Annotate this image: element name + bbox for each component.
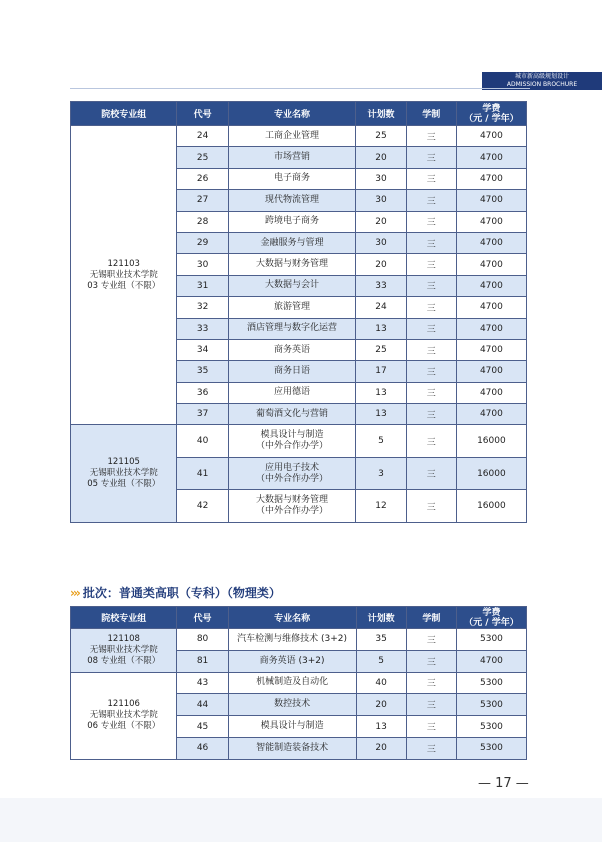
major-name	[228, 382, 356, 403]
column-header-unit: （元 / 学年）	[464, 617, 519, 628]
major-name	[228, 297, 356, 318]
column-header: 计划数	[356, 607, 406, 629]
major-name	[228, 404, 356, 425]
major-name	[228, 425, 356, 458]
major-code: 44	[177, 694, 228, 716]
major-name-text: 模具设计与制造	[260, 721, 324, 732]
plan-count: 13	[356, 318, 406, 339]
major-name	[228, 254, 356, 275]
header-row	[71, 607, 527, 629]
plan-count: 25	[356, 339, 406, 360]
major-name	[228, 629, 356, 651]
major-code: 36	[177, 382, 228, 403]
plan-count: 5	[356, 650, 406, 672]
major-name	[228, 232, 356, 253]
major-name-text: 电子商务	[274, 173, 311, 184]
study-years: 三	[406, 297, 456, 318]
study-years: 三	[406, 490, 456, 523]
major-code: 28	[177, 211, 228, 232]
major-name-text: 酒店管理与数字化运营	[247, 323, 338, 334]
group-label: 05 专业组（不限）	[87, 479, 161, 490]
major-name	[228, 457, 356, 490]
major-name-text: 葡萄酒文化与营销	[256, 408, 329, 419]
tuition-fee: 5300	[456, 716, 526, 738]
major-name-text: 数控技术	[274, 699, 311, 710]
study-years: 三	[406, 716, 456, 738]
major-code: 24	[177, 126, 228, 147]
major-name	[228, 275, 356, 296]
column-header: 代号	[177, 607, 228, 629]
major-code: 40	[177, 425, 228, 458]
major-code: 42	[177, 490, 228, 523]
group-code: 121106	[107, 699, 140, 710]
plan-count: 17	[356, 361, 406, 382]
column-header: 代号	[177, 102, 228, 126]
major-code: 80	[177, 629, 228, 651]
study-years: 三	[406, 425, 456, 458]
table-row	[71, 672, 527, 694]
major-name-text: 智能制造装备技术	[256, 742, 329, 753]
plan-count: 20	[356, 737, 406, 759]
major-name	[228, 361, 356, 382]
plan-count: 20	[356, 147, 406, 168]
group-label: 08 专业组（不限）	[87, 655, 161, 666]
school-name: 无锡职业技术学院	[89, 710, 158, 721]
study-years: 三	[406, 404, 456, 425]
column-header: 学费	[482, 607, 501, 618]
group-cell	[71, 672, 177, 759]
plan-count: 20	[356, 211, 406, 232]
plan-count: 12	[356, 490, 406, 523]
major-code: 33	[177, 318, 228, 339]
major-code: 25	[177, 147, 228, 168]
major-name-text: 商务英语	[274, 344, 311, 355]
major-name	[228, 490, 356, 523]
major-code: 34	[177, 339, 228, 360]
plan-count: 33	[356, 275, 406, 296]
major-note: （中外合作办学）	[256, 473, 329, 484]
plan-count: 24	[356, 297, 406, 318]
section-title: ››› 批次：普通类高职（专科）（物理类）	[70, 586, 281, 600]
tuition-fee: 5300	[456, 672, 526, 694]
header-rule	[70, 88, 530, 89]
study-years: 三	[406, 694, 456, 716]
column-header: 专业名称	[228, 102, 356, 126]
major-name	[228, 339, 356, 360]
major-name	[228, 716, 356, 738]
plan-count: 13	[356, 382, 406, 403]
enrollment-table-2	[70, 606, 527, 760]
plan-count: 40	[356, 672, 406, 694]
group-cell	[71, 629, 177, 673]
major-name-text: 汽车检测与维修技术 (3+2)	[237, 633, 348, 644]
tuition-fee: 4700	[456, 297, 526, 318]
page-number: — 17 —	[478, 776, 529, 791]
major-name-text: 模具设计与制造	[260, 430, 324, 441]
major-code: 30	[177, 254, 228, 275]
tuition-fee: 4700	[456, 650, 526, 672]
study-years: 三	[406, 318, 456, 339]
column-header: 院校专业组	[71, 607, 177, 629]
group-label: 03 专业组（不限）	[87, 280, 161, 291]
tuition-fee: 4700	[456, 190, 526, 211]
group-code: 121108	[107, 633, 140, 644]
school-name: 无锡职业技术学院	[89, 269, 158, 280]
study-years: 三	[406, 339, 456, 360]
plan-count: 30	[356, 168, 406, 189]
tuition-fee: 4700	[456, 232, 526, 253]
study-years: 三	[406, 737, 456, 759]
major-code: 27	[177, 190, 228, 211]
school-name: 无锡职业技术学院	[89, 644, 158, 655]
major-code: 37	[177, 404, 228, 425]
study-years: 三	[406, 650, 456, 672]
major-name	[228, 190, 356, 211]
table-row	[71, 126, 527, 147]
tuition-fee: 16000	[456, 490, 526, 523]
major-name	[228, 147, 356, 168]
major-name	[228, 126, 356, 147]
group-code: 121105	[107, 457, 140, 468]
major-name-text: 市场营销	[274, 152, 311, 163]
major-name	[228, 318, 356, 339]
study-years: 三	[406, 672, 456, 694]
plan-count: 13	[356, 404, 406, 425]
major-name-text: 大数据与财务管理	[256, 495, 329, 506]
study-years: 三	[406, 232, 456, 253]
column-header-unit: （元 / 学年）	[464, 113, 519, 124]
tuition-fee: 4700	[456, 361, 526, 382]
column-header: 专业名称	[228, 607, 356, 629]
major-code: 45	[177, 716, 228, 738]
major-name-text: 应用德语	[274, 387, 311, 398]
tuition-fee: 4700	[456, 318, 526, 339]
major-code: 81	[177, 650, 228, 672]
major-note: （中外合作办学）	[256, 506, 329, 517]
group-code: 121103	[107, 258, 140, 269]
header-row	[71, 102, 527, 126]
tuition-fee: 4700	[456, 275, 526, 296]
study-years: 三	[406, 275, 456, 296]
major-code: 31	[177, 275, 228, 296]
group-cell	[71, 425, 177, 523]
tuition-fee: 16000	[456, 457, 526, 490]
tuition-fee: 4700	[456, 339, 526, 360]
major-name-text: 旅游管理	[274, 301, 311, 312]
study-years: 三	[406, 211, 456, 232]
major-name-text: 商务英语 (3+2)	[259, 655, 325, 666]
column-header-fee	[456, 607, 526, 629]
tuition-fee: 4700	[456, 147, 526, 168]
plan-count: 30	[356, 190, 406, 211]
plan-count: 5	[356, 425, 406, 458]
school-name: 无锡职业技术学院	[89, 468, 158, 479]
major-name-text: 工商企业管理	[265, 130, 320, 141]
tuition-fee: 4700	[456, 211, 526, 232]
tuition-fee: 4700	[456, 404, 526, 425]
plan-count: 13	[356, 716, 406, 738]
plan-count: 20	[356, 694, 406, 716]
column-header: 学制	[406, 102, 456, 126]
major-name	[228, 737, 356, 759]
major-code: 35	[177, 361, 228, 382]
column-header: 学费	[482, 103, 501, 114]
study-years: 三	[406, 190, 456, 211]
study-years: 三	[406, 457, 456, 490]
major-code: 32	[177, 297, 228, 318]
column-header: 学制	[406, 607, 456, 629]
column-header: 计划数	[356, 102, 406, 126]
plan-count: 3	[356, 457, 406, 490]
major-code: 43	[177, 672, 228, 694]
column-header: 院校专业组	[71, 102, 177, 126]
tuition-fee: 5300	[456, 694, 526, 716]
major-name-text: 金融服务与管理	[260, 237, 324, 248]
group-label: 06 专业组（不限）	[87, 721, 161, 732]
plan-count: 25	[356, 126, 406, 147]
table-row	[71, 425, 527, 458]
plan-count: 30	[356, 232, 406, 253]
tuition-fee: 4700	[456, 168, 526, 189]
group-cell	[71, 126, 177, 425]
header-line1: 城市新高级规划设计	[514, 73, 569, 80]
major-name-text: 大数据与会计	[265, 280, 320, 291]
major-note: （中外合作办学）	[256, 441, 329, 452]
header-line2: ADMISSION BROCHURE	[506, 80, 578, 88]
major-name-text: 大数据与财务管理	[256, 259, 329, 270]
tuition-fee: 5300	[456, 737, 526, 759]
chevrons-icon: ›››	[70, 586, 79, 600]
plan-count: 20	[356, 254, 406, 275]
major-code: 41	[177, 457, 228, 490]
major-name	[228, 672, 356, 694]
plan-count: 35	[356, 629, 406, 651]
study-years: 三	[406, 361, 456, 382]
tuition-fee: 16000	[456, 425, 526, 458]
tuition-fee: 5300	[456, 629, 526, 651]
tuition-fee: 4700	[456, 254, 526, 275]
major-name	[228, 168, 356, 189]
major-code: 26	[177, 168, 228, 189]
major-name-text: 商务日语	[274, 365, 311, 376]
study-years: 三	[406, 147, 456, 168]
enrollment-table-1	[70, 101, 527, 523]
major-code: 29	[177, 232, 228, 253]
tuition-fee: 4700	[456, 126, 526, 147]
table-row	[71, 629, 527, 651]
major-name	[228, 650, 356, 672]
study-years: 三	[406, 254, 456, 275]
study-years: 三	[406, 126, 456, 147]
major-name-text: 应用电子技术	[265, 462, 320, 473]
major-code: 46	[177, 737, 228, 759]
column-header-fee	[456, 102, 526, 126]
study-years: 三	[406, 629, 456, 651]
major-name-text: 跨境电子商务	[265, 216, 320, 227]
study-years: 三	[406, 382, 456, 403]
major-name-text: 机械制造及自动化	[256, 677, 329, 688]
major-name	[228, 694, 356, 716]
major-name-text: 现代物流管理	[265, 194, 320, 205]
tuition-fee: 4700	[456, 382, 526, 403]
page-bottom-band	[0, 798, 602, 842]
major-name	[228, 211, 356, 232]
study-years: 三	[406, 168, 456, 189]
